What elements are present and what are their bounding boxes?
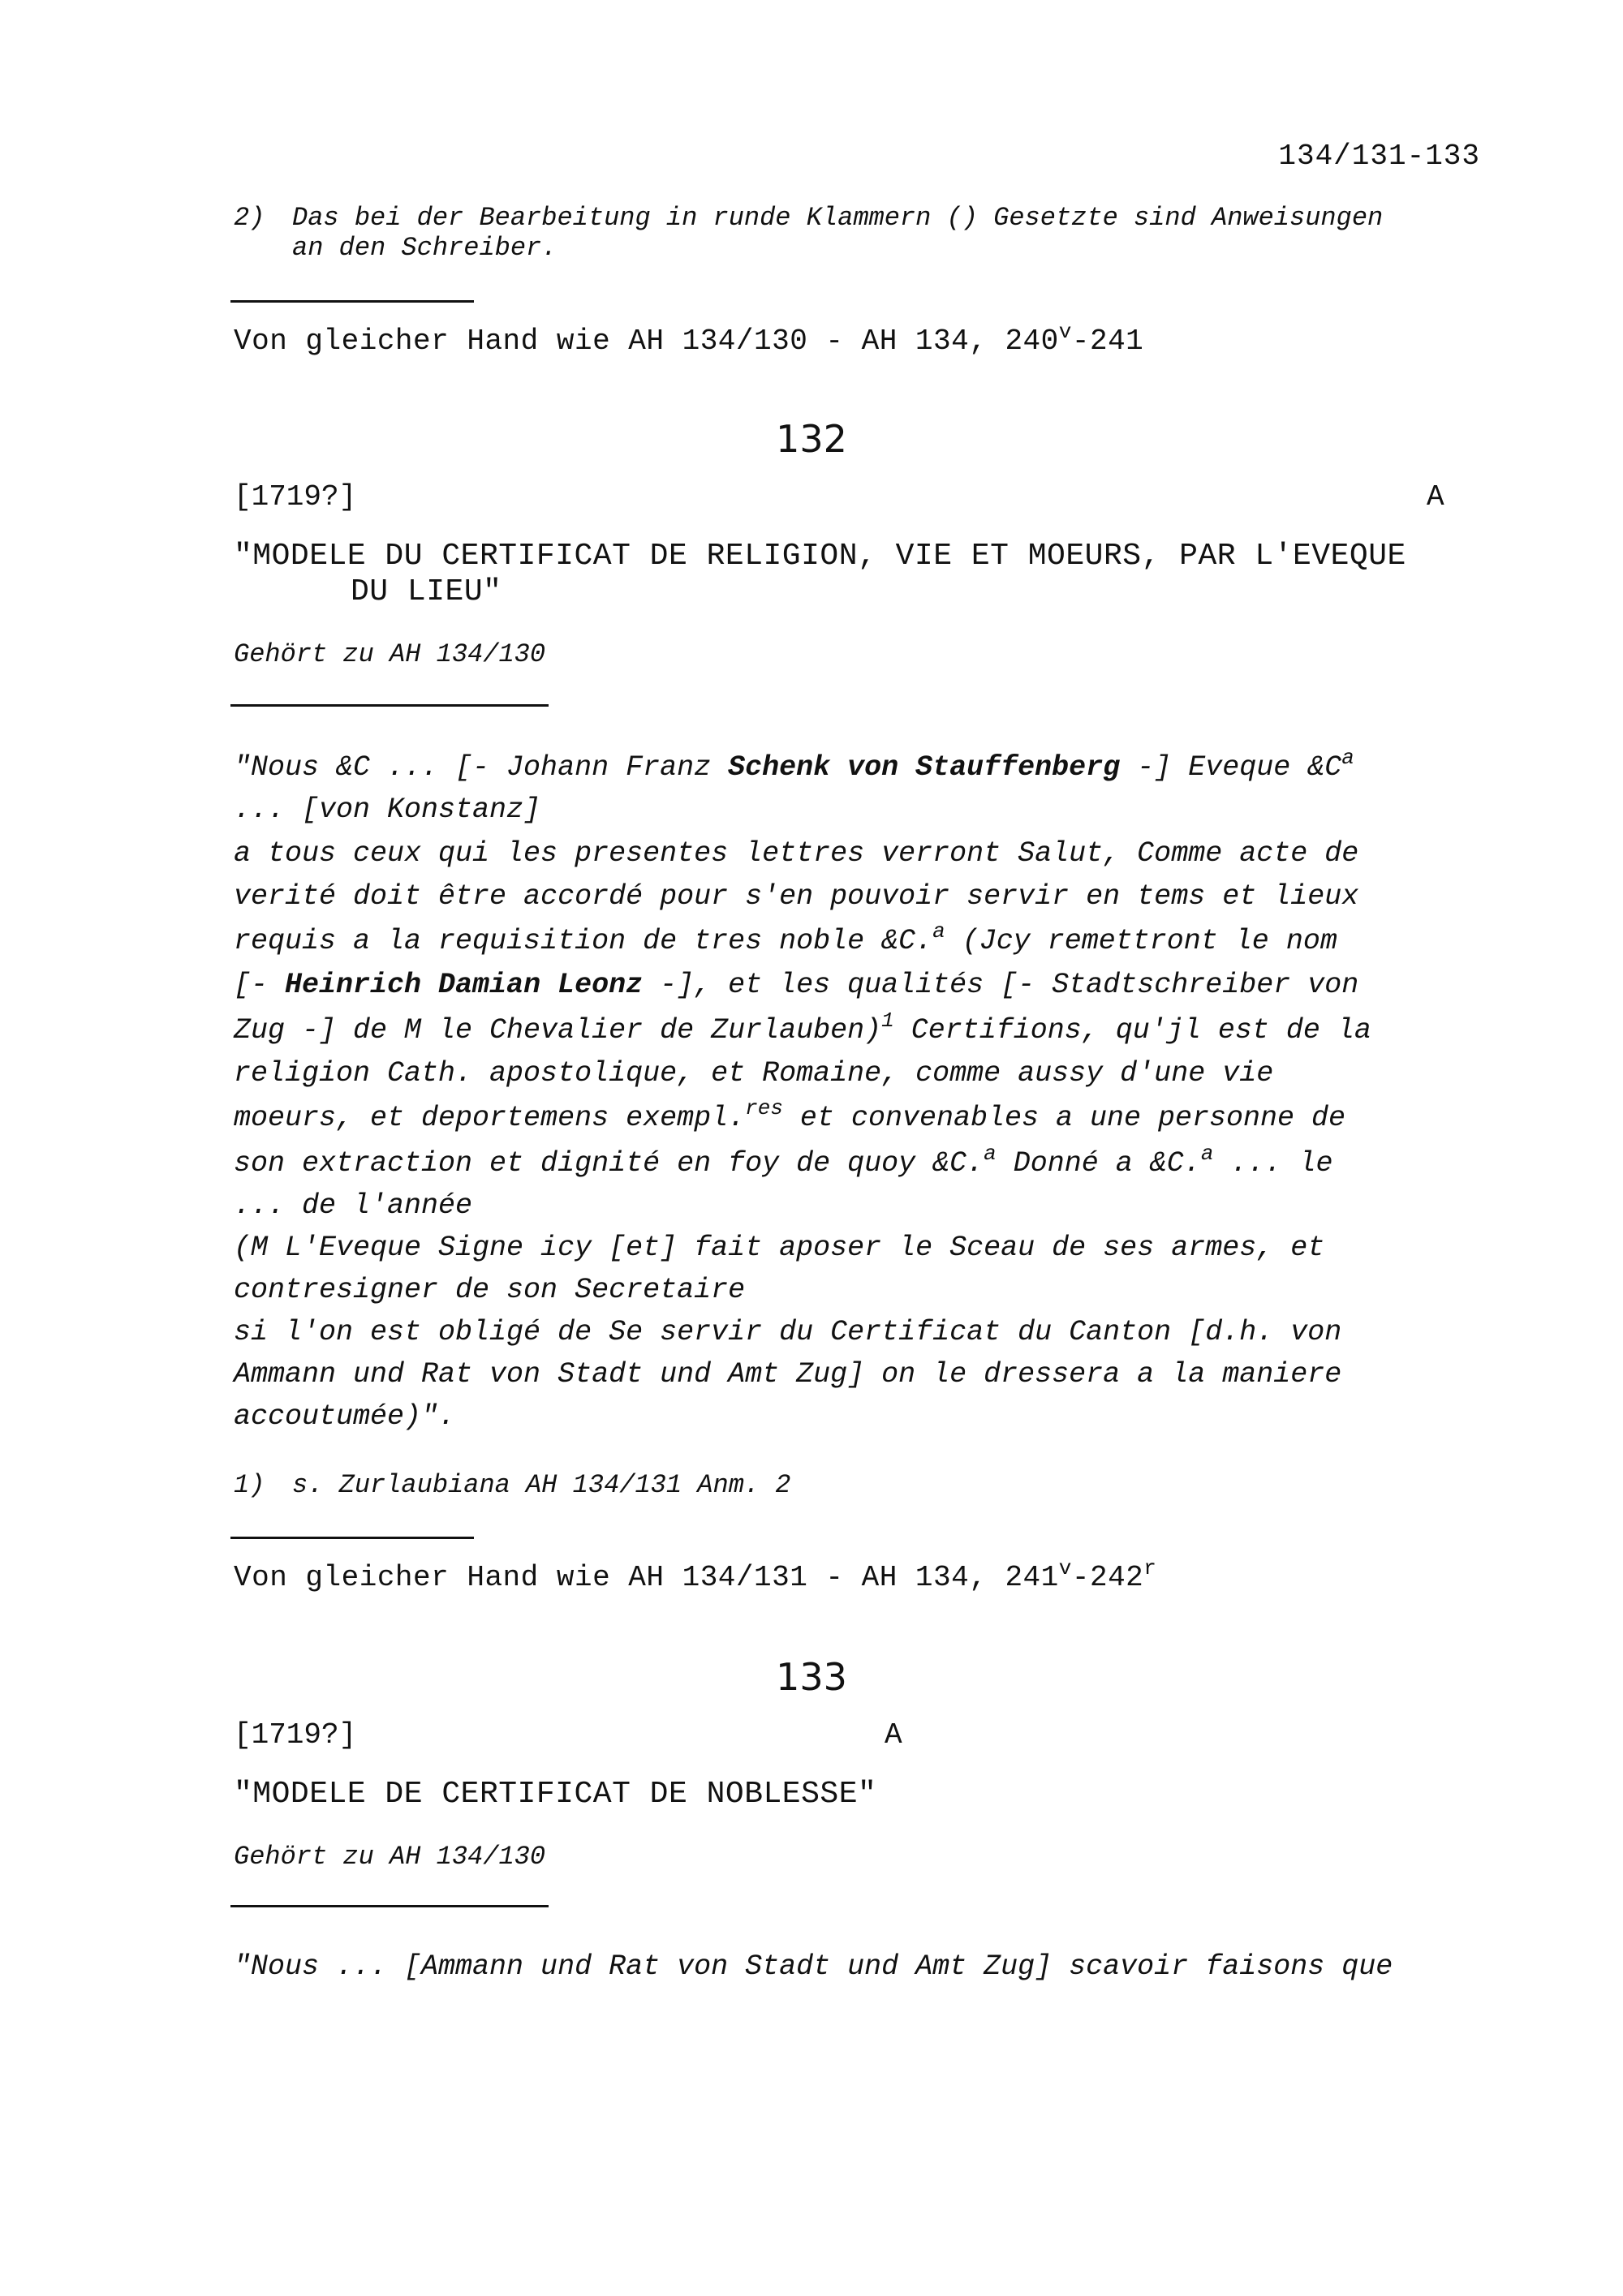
divider-rule — [230, 1905, 549, 1907]
text-line: "Nous &C ... [- Johann Franz Schenk von Stauffenberg -] Eveque $\&C^a$ — [234, 746, 1354, 784]
source-superscript: v — [1058, 320, 1072, 344]
source-line — [234, 320, 1144, 358]
source-line: Von gleicher Hand wie AH 134/131 - AH 134, 241$^v$-242$^r$ — [234, 1556, 1157, 1594]
document-date: [1719?] — [234, 480, 357, 514]
text-line: verité doit être accordé pour s'en pouvoir servir en tems et lieux — [234, 880, 1359, 913]
text-line: [- Heinrich Damian Leonz -], et les qualités [- Stadtschreiber von — [234, 969, 1359, 1001]
text-line: requis a la requisition de tres noble &C.$^a$ (Jcy remettront le nom — [234, 919, 1337, 957]
document-title: "MODELE DE CERTIFICAT DE NOBLESSE" — [234, 1777, 877, 1812]
text-line: Zug -] de M le Chevalier de Zurlauben)$^1$ Certifions, qu'jl est de la — [234, 1008, 1371, 1047]
quality-label: A — [1427, 480, 1444, 514]
text-line: Ammann und Rat von Stadt und Amt Zug] on le dressera a la maniere — [234, 1358, 1342, 1391]
text-line: moeurs, et deportemens exempl.$^{res}$ et convenables a une personne de — [234, 1096, 1346, 1134]
text-line: si l'on est obligé de Se servir du Certificat du Canton [d.h. von — [234, 1316, 1342, 1348]
quality-label: A — [885, 1718, 902, 1752]
belongs-to-note: Gehört zu AH 134/130 — [234, 1842, 546, 1872]
text-line: contresigner de son Secretaire — [234, 1274, 746, 1306]
text-line: accoutumée)". — [234, 1400, 456, 1433]
footnote-line: Das bei der Bearbeitung in runde Klammern () Gesetzte sind Anweisungen — [292, 203, 1384, 233]
document-title-continued: DU LIEU" — [351, 574, 502, 609]
divider-rule — [230, 1537, 474, 1539]
footnote-marker: 2) — [234, 203, 265, 233]
text-line: ... [von Konstanz] — [234, 793, 541, 826]
text-line: "Nous ... [Ammann und Rat von Stadt und Amt Zug] scavoir faisons que — [234, 1950, 1393, 1983]
text-line: son extraction et dignité en foy de quoy &C.$^a$ Donné a &C.$^a$ ... le — [234, 1142, 1333, 1180]
source-tail: -241 — [1071, 325, 1144, 358]
divider-rule — [230, 300, 474, 303]
page-number: 134/131-133 — [1278, 140, 1480, 173]
source-text: Von gleicher Hand wie AH 134/130 - AH 134, 240 — [234, 325, 1059, 358]
belongs-to-note: Gehört zu AH 134/130 — [234, 639, 546, 669]
text-line: (M L'Eveque Signe icy [et] fait aposer le Sceau de ses armes, et — [234, 1232, 1325, 1264]
text-line: a tous ceux qui les presentes lettres verront Salut, Comme acte de — [234, 837, 1359, 870]
document-number: 133 — [776, 1655, 847, 1699]
footnote-text: s. Zurlaubiana AH 134/131 Anm. 2 — [292, 1470, 791, 1500]
text-line: religion Cath. apostolique, et Romaine, comme aussy d'une vie — [234, 1057, 1274, 1090]
footnote-line: an den Schreiber. — [292, 233, 558, 263]
footnote-marker: 1) — [234, 1470, 265, 1500]
divider-rule — [230, 704, 549, 707]
document-title: "MODELE DU CERTIFICAT DE RELIGION, VIE ET MOEURS, PAR L'EVEQUE — [234, 539, 1406, 574]
document-date: [1719?] — [234, 1718, 357, 1752]
document-number: 132 — [776, 417, 847, 461]
person-name: Heinrich Damian Leonz — [285, 969, 644, 1001]
text-line: ... de l'année — [234, 1189, 473, 1222]
person-name: Schenk von Stauffenberg — [728, 751, 1121, 784]
